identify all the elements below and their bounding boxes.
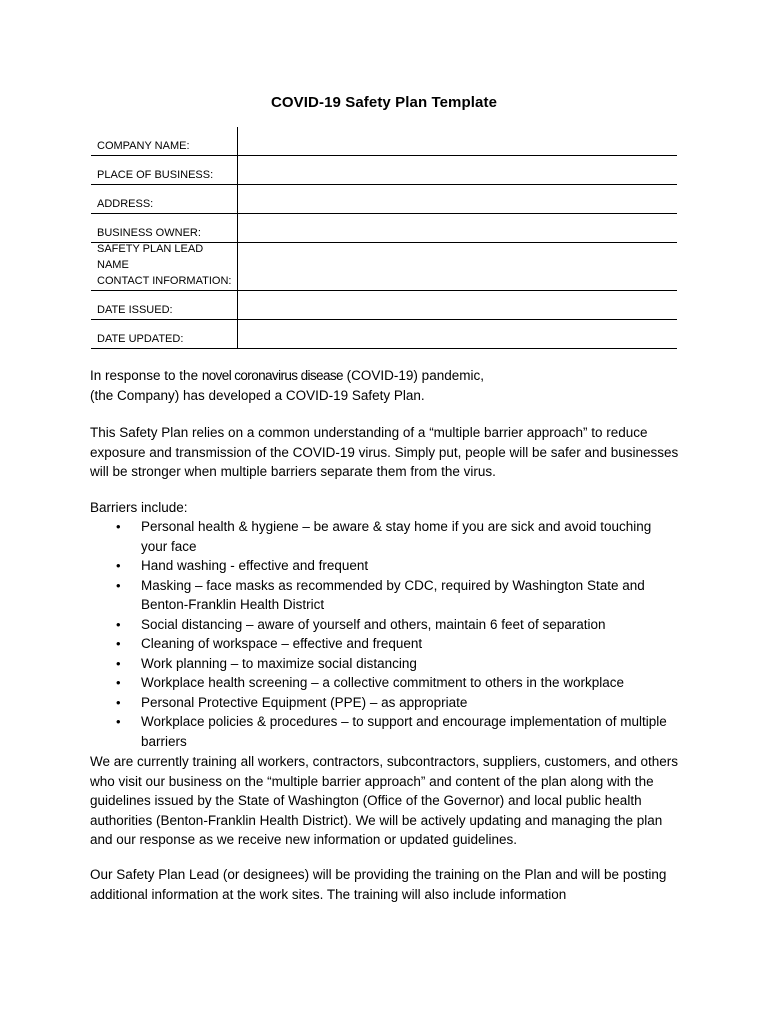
safety-plan-lead-paragraph: Our Safety Plan Lead (or designees) will be providing the training on the Plan and will be posting additional information at the work sites. The training will also include information bbox=[90, 867, 667, 902]
list-item-text: Workplace policies & procedures – to support and encourage implementation of multiple barriers bbox=[141, 714, 667, 749]
list-item bbox=[90, 693, 680, 713]
bullet-icon: • bbox=[116, 655, 121, 671]
form-label-address: ADDRESS: bbox=[97, 198, 154, 210]
form-value-date-issued bbox=[237, 291, 677, 319]
intro-paragraph bbox=[90, 366, 680, 405]
list-item-text: Work planning – to maximize social distancing bbox=[141, 655, 417, 671]
form-value-company-name bbox=[237, 127, 677, 155]
barriers-label: Barriers include: bbox=[90, 500, 188, 515]
form-row-company-name bbox=[91, 127, 677, 156]
list-item-text: Hand washing - effective and frequent bbox=[141, 558, 369, 573]
business-info-form bbox=[91, 127, 677, 349]
list-item bbox=[90, 634, 680, 654]
barriers-list bbox=[90, 517, 680, 751]
list-item-text: Personal Protective Equipment (PPE) – as appropriate bbox=[141, 694, 468, 710]
form-label-business-owner: BUSINESS OWNER: bbox=[97, 227, 201, 239]
training-paragraph: We are currently training all workers, contractors, subcontractors, suppliers, customers, and others who visit our business on the “multiple barrier approach” and content of the plan along with the guidelines issued by the State of Washington (Office of the Governor) and local public health authorities (Benton-Franklin Health District). We will be actively updating and managing the plan and our response as we receive new information or updated guidelines. bbox=[90, 754, 678, 847]
form-row-date-updated bbox=[91, 320, 677, 349]
list-item bbox=[90, 712, 680, 751]
list-item-text: Masking – face masks as recommended by CDC, required by Washington State and Benton-Franklin Health District bbox=[141, 577, 645, 612]
form-value-safety-plan-lead bbox=[237, 243, 677, 290]
bullet-icon: • bbox=[116, 616, 121, 632]
list-item-text: Cleaning of workspace – effective and frequent bbox=[141, 636, 423, 651]
form-label-safety-plan-lead-line1: SAFETY PLAN LEAD NAME bbox=[97, 243, 204, 271]
list-item-text: Workplace health screening – a collective commitment to others in the workplace bbox=[141, 675, 624, 690]
form-label-date-updated: DATE UPDATED: bbox=[97, 333, 184, 345]
list-item-text: Social distancing – aware of yourself and others, maintain 6 feet of separation bbox=[141, 616, 606, 632]
intro-line1-suffix: (COVID-19) pandemic, bbox=[342, 368, 484, 383]
form-value-address bbox=[237, 185, 677, 213]
intro-line2: (the Company) has developed a COVID-19 Safety Plan. bbox=[90, 387, 425, 403]
form-label-date-issued: DATE ISSUED: bbox=[97, 304, 173, 316]
bullet-icon: • bbox=[116, 636, 121, 651]
form-row-address bbox=[91, 185, 677, 214]
intro-line1-condensed: novel coronavirus disease bbox=[201, 368, 343, 383]
form-row-date-issued bbox=[91, 291, 677, 320]
bullet-icon: • bbox=[116, 675, 121, 690]
form-row-safety-plan-lead bbox=[91, 243, 677, 291]
intro-line1-prefix: In response to the bbox=[90, 368, 202, 383]
list-item bbox=[90, 556, 680, 576]
form-value-business-owner bbox=[237, 214, 677, 242]
bullet-icon: • bbox=[116, 558, 121, 573]
form-label-safety-plan-lead-line2: CONTACT INFORMATION: bbox=[97, 275, 232, 287]
form-label-company-name: COMPANY NAME: bbox=[97, 140, 190, 152]
form-row-business-owner bbox=[91, 214, 677, 243]
form-value-place-of-business bbox=[237, 156, 677, 184]
bullet-icon: • bbox=[116, 577, 121, 593]
bullet-icon: • bbox=[116, 694, 121, 710]
form-row-place-of-business bbox=[91, 156, 677, 185]
document-title: COVID-19 Safety Plan Template bbox=[270, 94, 498, 111]
form-value-date-updated bbox=[237, 320, 677, 348]
form-label-safety-plan-lead bbox=[91, 243, 237, 290]
bullet-icon: • bbox=[116, 519, 121, 534]
list-item bbox=[90, 615, 680, 635]
barrier-approach-paragraph: This Safety Plan relies on a common understanding of a “multiple barrier approach” to reduce exposure and transmission of the COVID-19 virus. Simply put, people will be safer and businesses will be stronger when multiple barriers separate them from the virus. bbox=[90, 425, 679, 479]
list-item-text: Personal health & hygiene – be aware & stay home if you are sick and avoid touching your face bbox=[141, 519, 652, 554]
form-label-place-of-business: PLACE OF BUSINESS: bbox=[97, 169, 214, 181]
list-item bbox=[90, 576, 680, 615]
list-item bbox=[90, 673, 680, 693]
list-item bbox=[90, 654, 680, 674]
list-item bbox=[90, 517, 680, 556]
bullet-icon: • bbox=[116, 714, 121, 729]
